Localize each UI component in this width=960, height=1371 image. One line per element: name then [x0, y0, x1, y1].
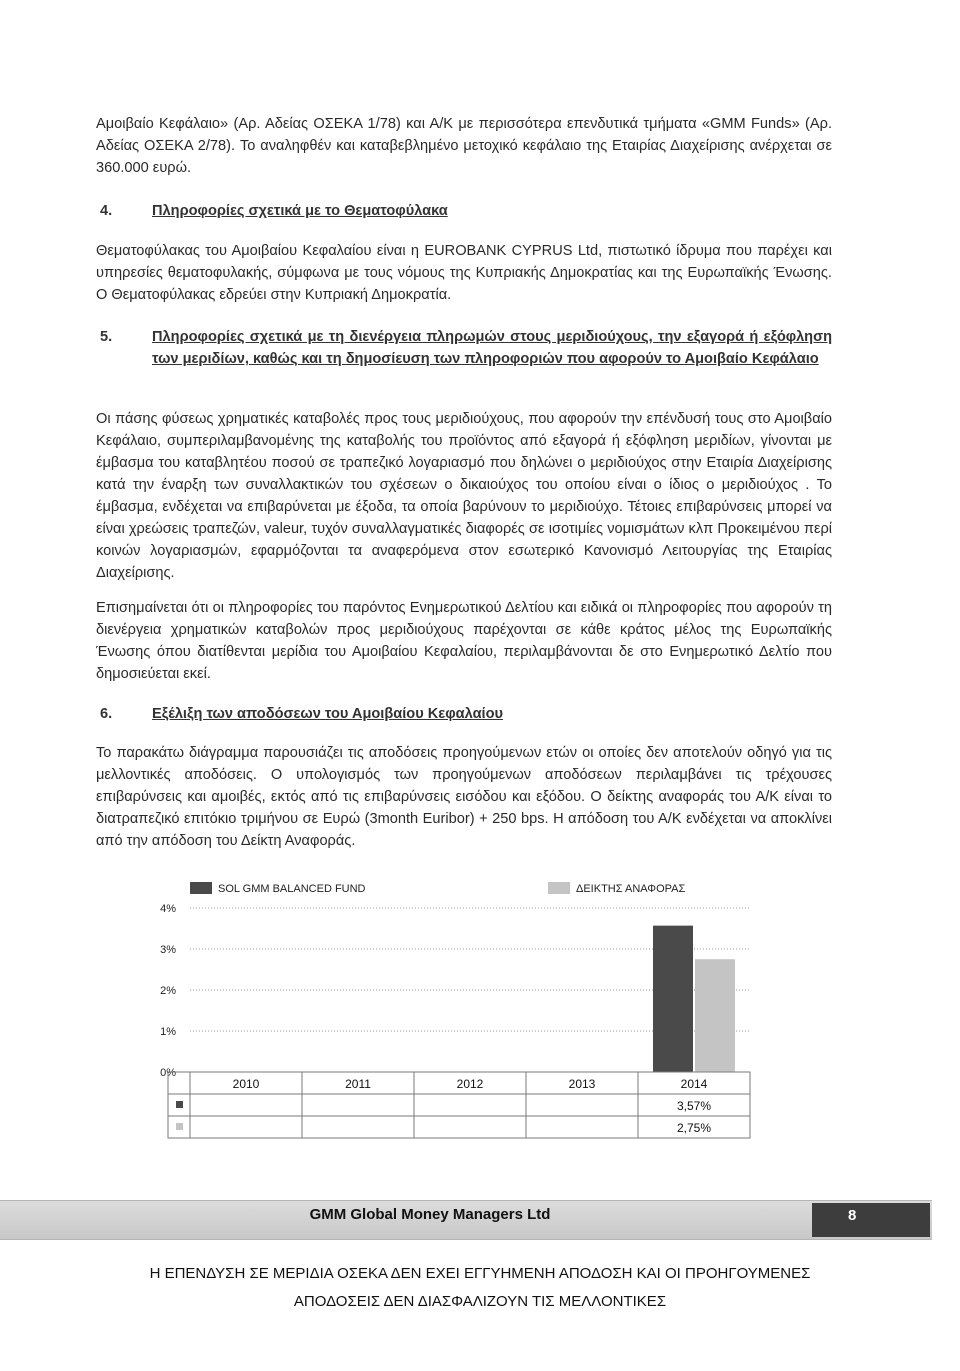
y-tick-label: 2%: [160, 985, 176, 997]
x-category-label: 2010: [232, 1077, 260, 1091]
legend-swatch-benchmark: [548, 882, 570, 894]
section-5-heading: [100, 326, 832, 392]
data-label: 3,57%: [676, 1099, 712, 1113]
bar-benchmark: [695, 959, 735, 1072]
section-4-number: 4.: [100, 203, 113, 219]
disclaimer-line-2: ΑΠΟΔΟΣΕΙΣ ΔΕΝ ΔΙΑΣΦΑΛΙΖΟΥΝ ΤΙΣ ΜΕΛΛΟΝΤΙΚΕΣ: [293, 1293, 667, 1310]
section-6-title: Εξέλιξη των αποδόσεων του Αμοιβαίου Κεφαλαίου: [152, 706, 503, 722]
table-key-fund: [176, 1101, 183, 1108]
x-category-label: 2012: [456, 1077, 484, 1091]
x-category-label: 2013: [568, 1077, 596, 1091]
x-category-label: 2011: [345, 1077, 371, 1091]
legend-swatch-fund: [190, 882, 212, 894]
y-tick-label: 1%: [160, 1026, 176, 1038]
intro-paragraph: Αμοιβαίο Κεφάλαιο» (Αρ. Αδείας ΟΣΕΚΑ 1/78) και Α/Κ με περισσότερα επενδυτικά τμήματα «GMM Funds» (Αρ. Αδείας ΟΣΕΚΑ 2/78). Το αναληφθέν και καταβεβλημένο μετοχικό κεφάλαιο της Εταιρίας Διαχείρισης ανέρχεται σε 360.000 ευρώ.: [96, 116, 832, 176]
disclaimer-line-1: Η ΕΠΕΝΔΥΣΗ ΣΕ ΜΕΡΙΔΙΑ ΟΣΕΚΑ ΔΕΝ ΕΧΕΙ ΕΓΓΥΗΜΕΝΗ ΑΠΟΔΟΣΗ ΚΑΙ ΟΙ ΠΡΟΗΓΟΥΜΕΝΕΣ: [149, 1265, 811, 1282]
section-4-title: Πληροφορίες σχετικά με το Θεματοφύλακα: [152, 203, 448, 219]
footer-company: GMM Global Money Managers Ltd: [309, 1206, 551, 1223]
y-tick-label: 4%: [160, 903, 176, 915]
section-6-number: 6.: [100, 706, 113, 722]
bar-fund: [653, 926, 693, 1072]
section-4-body: Θεματοφύλακας του Αμοιβαίου Κεφαλαίου είναι η EUROBANK CYPRUS Ltd, πιστωτικό ίδρυμα που παρέχει και υπηρεσίες θεματοφυλακής, σύμφωνα με τους νόμους της Κυπριακής Δημοκρατίας και της Ευρωπαϊκής Ένωσης. Ο Θεματοφύλακας εδρεύει στην Κυπριακή Δημοκρατία.: [96, 243, 832, 303]
page-number-box: [812, 1203, 930, 1237]
y-tick-label: 3%: [160, 944, 176, 956]
section-5-body-2: Επισημαίνεται ότι οι πληροφορίες του παρόντος Ενημερωτικού Δελτίου και ειδικά οι πληροφορίες που αφορούν τη διενέργεια χρηματικών καταβολών προς μεριδιούχους παρέχονται σε κάθε κράτος μέλος της Ευρωπαϊκής Ένωσης όπου διατίθενται μερίδια του Αμοιβαίου Κεφαλαίου, περιλαμβάνονται δε στο Ενημερωτικό Δελτίο που δημοσιεύεται εκεί.: [96, 600, 832, 682]
data-label: 2,75%: [676, 1121, 712, 1135]
legend-label-benchmark: ΔΕΙΚΤΗΣ ΑΝΑΦΟΡΑΣ: [576, 883, 686, 895]
section-5-number: 5.: [100, 329, 113, 345]
section-6-body: Το παρακάτω διάγραμμα παρουσιάζει τις αποδόσεις προηγούμενων ετών οι οποίες δεν αποτελούν οδηγό για τις μελλοντικές αποδόσεις. Ο υπολογισμός των προηγούμενων αποδόσεων περιλαμβάνει τις τρέχουσες επιβαρύνσεις και αμοιβές, εκτός από τις επιβαρύνσεις εισόδου και εξόδου. Ο δείκτης αναφοράς του Α/Κ είναι το διατραπεζικό επιτόκιο τριμήνου σε Ευρώ (3month Euribor) + 250 bps. Η απόδοση του Α/Κ ενδέχεται να αποκλίνει από την απόδοση του Δείκτη Αναφοράς.: [96, 745, 832, 849]
legend-label-fund: SOL GMM BALANCED FUND: [218, 883, 366, 895]
x-category-label: 2014: [680, 1077, 708, 1091]
performance-bar-chart: [150, 870, 770, 1150]
page-number: 8: [848, 1207, 857, 1224]
section-5-title: Πληροφορίες σχετικά με τη διενέργεια πληρωμών στους μεριδιούχους, την εξαγορά ή εξόφληση των μεριδίων, καθώς και τη δημοσίευση των πληροφοριών που αφορούν το Αμοιβαίο Κεφάλαιο: [152, 329, 832, 367]
y-tick-label: 0%: [160, 1067, 176, 1079]
section-6-heading: [100, 703, 832, 725]
section-4-heading: [100, 200, 832, 222]
section-5-body-1: Οι πάσης φύσεως χρηματικές καταβολές προς τους μεριδιούχους, που αφορούν την επένδυσή τους στο Αμοιβαίο Κεφάλαιο, συμπεριλαμβανομένης της καταβολής του προϊόντος από εξαγορά ή εξόφληση μεριδίων, γίνονται με έμβασμα του καταβλητέου ποσού σε τραπεζικό λογαριασμό που δηλώνει ο μεριδιούχος στην Εταιρία Διαχείρισης κατά την έναρξη των συναλλακτικών του σχέσεων ο δικαιούχος του οποίου είναι ο ίδιος ο μεριδιούχος . Το έμβασμα, ενδέχεται να επιβαρύνεται με έξοδα, τα οποία βαρύνουν το μεριδιούχο. Τέτοιες επιβαρύνσεις μπορεί να είναι χρεώσεις τραπεζών, valeur, τυχόν συναλλαγματικές διαφορές σε ισοτιμίες νομισμάτων κλπ Προκειμένου περί κοινών λογαριασμών, εφαρμόζονται τα αναφερόμενα στον εσωτερικό Κανονισμό Λειτουργίας της Εταιρίας Διαχείρισης.: [96, 411, 832, 581]
table-key-benchmark: [176, 1123, 183, 1130]
